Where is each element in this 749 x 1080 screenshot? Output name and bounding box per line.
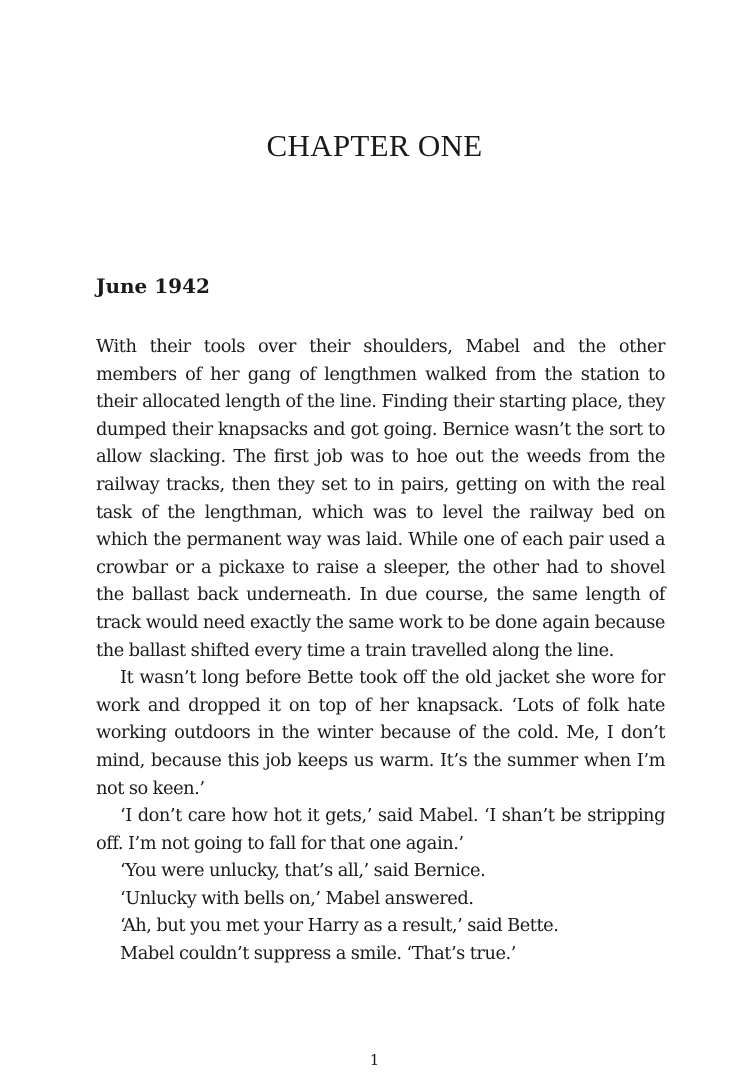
chapter-title: CHAPTER ONE bbox=[266, 128, 483, 163]
chapter-body bbox=[96, 333, 665, 968]
paragraph: With their tools over their shoulders, Mabel and the other members of her gang of lengthmen walked from the station to their allocated length of the line. Finding their starting place, they dumped their knapsacks and got going. Bernice wasn’t the sort to allow slacking. The first job was to hoe out the weeds from the railway tracks, then they set to in pairs, getting on with the real task of the lengthman, which was to level the railway bed on which the permanent way was laid. While one of each pair used a crowbar or a pickaxe to raise a sleeper, the other had to shovel the ballast back underneath. In due course, the same length of track would need exactly the same work to be done again because the ballast shifted every time a train travelled along the line. bbox=[96, 336, 665, 661]
paragraph: ‘I don’t care how hot it gets,’ said Mabel. ‘I shan’t be stripping off. I’m not going to fall for that one again.’ bbox=[96, 805, 665, 854]
paragraph: It wasn’t long before Bette took off the old jacket she wore for work and dropped it on top of her knapsack. ‘Lots of folk hate working outdoors in the winter because of the cold. Me, I don’t mind, because this job keeps us warm. It’s the summer when I’m not so keen.’ bbox=[96, 667, 665, 799]
page-number: 1 bbox=[369, 1051, 380, 1069]
section-date: June 1942 bbox=[96, 274, 210, 298]
paragraph: Mabel couldn’t suppress a smile. ‘That’s true.’ bbox=[120, 943, 516, 965]
paragraph: ‘Ah, but you met your Harry as a result,’ said Bette. bbox=[120, 915, 559, 937]
paragraph: ‘Unlucky with bells on,’ Mabel answered. bbox=[120, 887, 474, 909]
paragraph: ‘You were unlucky, that’s all,’ said Bernice. bbox=[120, 860, 486, 882]
